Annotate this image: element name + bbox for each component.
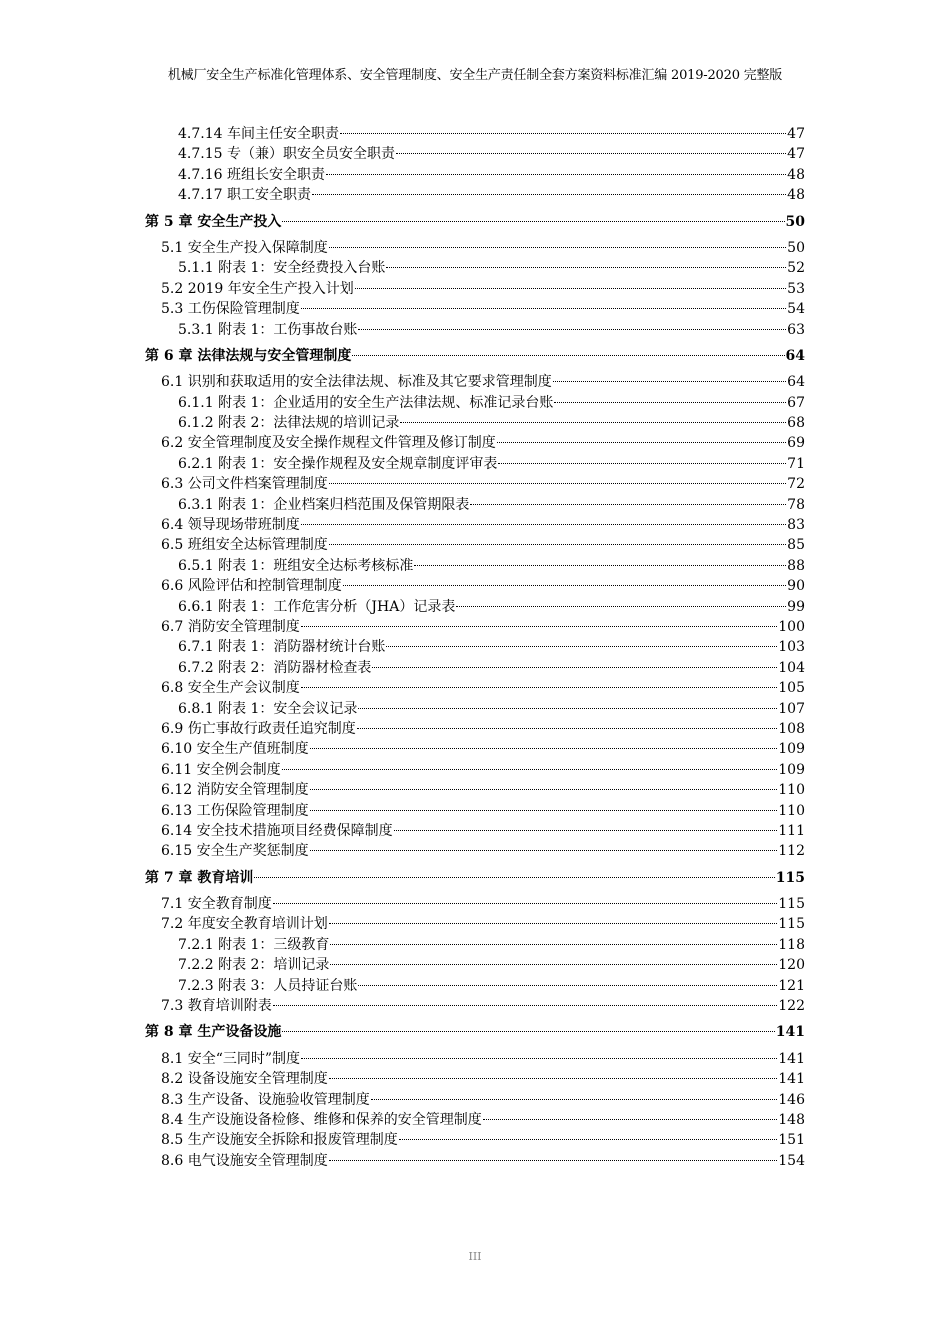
toc-entry-title: 6.6 风险评估和控制管理制度 (161, 578, 342, 595)
toc-entry[interactable] (145, 996, 805, 1016)
toc-entry-title: 4.7.17 职工安全职责 (178, 187, 311, 204)
toc-entry-title: 5.1.1 附表 1：安全经费投入台账 (178, 260, 386, 277)
toc-entry[interactable] (145, 393, 805, 413)
toc-entry[interactable] (145, 1110, 805, 1130)
toc-leader-dots (399, 1139, 778, 1140)
toc-leader-dots (483, 1119, 778, 1120)
toc-entry-title: 6.14 安全技术措施项目经费保障制度 (161, 822, 393, 839)
toc-entry[interactable] (145, 185, 805, 205)
toc-entry-page: 53 (787, 280, 805, 297)
toc-entry-page: 115 (778, 896, 805, 913)
toc-leader-dots (301, 524, 786, 525)
toc-entry-title: 7.2.2 附表 2：培训记录 (178, 957, 330, 974)
toc-leader-dots (329, 1078, 778, 1079)
toc-entry-title: 8.5 生产设施安全拆除和报废管理制度 (161, 1132, 398, 1149)
toc-entry-title: 6.7.2 附表 2：消防器材检查表 (178, 659, 372, 676)
toc-leader-dots (326, 174, 786, 175)
toc-entry[interactable] (145, 124, 805, 144)
toc-entry[interactable] (145, 935, 805, 955)
toc-leader-dots (414, 565, 786, 566)
toc-leader-dots (343, 585, 786, 586)
toc-leader-dots (329, 1160, 778, 1161)
toc-entry-page: 48 (787, 166, 805, 183)
toc-entry-title: 6.2.1 附表 1：安全操作规程及安全规章制度评审表 (178, 455, 498, 472)
toc-entry-page: 52 (787, 260, 805, 277)
toc-entry-page: 47 (787, 146, 805, 163)
toc-entry-page: 50 (787, 239, 805, 256)
toc-leader-dots (358, 985, 777, 986)
toc-leader-dots (497, 442, 786, 443)
toc-entry-page: 64 (787, 374, 805, 391)
toc-entry-page: 151 (778, 1132, 805, 1149)
toc-leader-dots (357, 728, 778, 729)
toc-entry[interactable] (145, 454, 805, 474)
toc-entry-page: 67 (787, 394, 805, 411)
toc-entry[interactable] (145, 279, 805, 299)
toc-entry-title: 第 6 章 法律法规与安全管理制度 (145, 347, 352, 364)
toc-entry-page: 122 (778, 998, 805, 1015)
toc-entry-title: 6.8.1 附表 1：安全会议记录 (178, 700, 358, 717)
toc-entry-title: 6.7.1 附表 1：消防器材统计台账 (178, 639, 386, 656)
toc-leader-dots (301, 308, 786, 309)
toc-entry[interactable] (145, 165, 805, 185)
toc-entry-title: 6.15 安全生产奖惩制度 (161, 843, 309, 860)
toc-leader-dots (394, 830, 778, 831)
toc-leader-dots (553, 381, 786, 382)
toc-entry-title: 7.2.1 附表 1：三级教育 (178, 936, 330, 953)
toc-entry-page: 63 (787, 321, 805, 338)
toc-leader-dots (310, 789, 778, 790)
toc-entry-title: 5.1 安全生产投入保障制度 (161, 239, 328, 256)
toc-entry-page: 108 (778, 720, 805, 737)
toc-leader-dots (372, 667, 777, 668)
toc-leader-dots (554, 402, 786, 403)
toc-entry[interactable] (145, 346, 805, 366)
toc-leader-dots (396, 153, 786, 154)
toc-entry-title: 7.2.3 附表 3：人员持证台账 (178, 977, 358, 994)
toc-entry-page: 105 (778, 680, 805, 697)
toc-entry[interactable] (145, 413, 805, 433)
toc-entry[interactable] (145, 1069, 805, 1089)
toc-leader-dots (470, 504, 786, 505)
toc-entry[interactable] (145, 258, 805, 278)
toc-entry-title: 6.7 消防安全管理制度 (161, 618, 300, 635)
toc-entry-page: 99 (787, 598, 805, 615)
toc-entry-page: 120 (778, 957, 805, 974)
toc-leader-dots (301, 1058, 777, 1059)
toc-leader-dots (301, 687, 778, 688)
toc-leader-dots (456, 606, 786, 607)
toc-entry[interactable] (145, 739, 805, 759)
toc-entry-page: 111 (778, 822, 805, 839)
toc-entry-page: 118 (778, 936, 805, 953)
toc-entry-page: 103 (778, 639, 805, 656)
toc-leader-dots (301, 626, 778, 627)
toc-entry[interactable] (145, 144, 805, 164)
toc-entry-page: 71 (787, 455, 805, 472)
toc-entry-page: 72 (787, 476, 805, 493)
toc-leader-dots (310, 748, 778, 749)
toc-entry[interactable] (145, 1022, 805, 1042)
toc-entry[interactable] (145, 576, 805, 596)
toc-entry-page: 141 (775, 1024, 805, 1041)
toc-leader-dots (282, 769, 778, 770)
toc-entry[interactable] (145, 658, 805, 678)
toc-leader-dots (386, 267, 786, 268)
toc-entry-page: 83 (787, 517, 805, 534)
page-number: III (468, 1250, 482, 1263)
toc-entry-title: 6.13 工伤保险管理制度 (161, 802, 309, 819)
toc-entry-title: 6.5.1 附表 1：班组安全达标考核标准 (178, 557, 414, 574)
toc-entry[interactable] (145, 801, 805, 821)
toc-entry-page: 109 (778, 741, 805, 758)
toc-entry-page: 141 (778, 1050, 805, 1067)
toc-entry-title: 6.1.2 附表 2：法律法规的培训记录 (178, 415, 400, 432)
toc-leader-dots (358, 329, 786, 330)
toc-entry[interactable] (145, 955, 805, 975)
toc-entry[interactable] (145, 535, 805, 555)
toc-leader-dots (329, 247, 786, 248)
toc-entry[interactable] (145, 1049, 805, 1069)
toc-entry[interactable] (145, 433, 805, 453)
toc-entry-page: 78 (787, 496, 805, 513)
toc-entry-title: 7.1 安全教育制度 (161, 896, 272, 913)
toc-entry-title: 4.7.16 班组长安全职责 (178, 166, 325, 183)
toc-leader-dots (358, 708, 777, 709)
toc-entry[interactable] (145, 637, 805, 657)
toc-leader-dots (386, 646, 777, 647)
toc-leader-dots (254, 877, 774, 878)
toc-entry-title: 6.10 安全生产值班制度 (161, 741, 309, 758)
toc-entry-page: 110 (778, 802, 805, 819)
toc-entry[interactable] (145, 320, 805, 340)
toc-entry-title: 6.3 公司文件档案管理制度 (161, 476, 328, 493)
toc-entry-title: 7.3 教育培训附表 (161, 998, 272, 1015)
toc-entry-title: 8.4 生产设施设备检修、维修和保养的安全管理制度 (161, 1111, 482, 1128)
toc-entry-title: 第 7 章 教育培训 (145, 869, 254, 886)
toc-entry-title: 5.3.1 附表 1：工伤事故台账 (178, 321, 358, 338)
toc-entry-title: 6.12 消防安全管理制度 (161, 782, 309, 799)
toc-entry-title: 4.7.15 专（兼）职安全员安全职责 (178, 146, 395, 163)
toc-entry-page: 50 (785, 213, 805, 230)
toc-entry[interactable] (145, 495, 805, 515)
toc-entry-page: 110 (778, 782, 805, 799)
toc-entry-page: 90 (787, 578, 805, 595)
toc-entry[interactable] (145, 474, 805, 494)
toc-entry[interactable] (145, 372, 805, 392)
toc-entry[interactable] (145, 894, 805, 914)
toc-entry-page: 54 (787, 301, 805, 318)
toc-entry[interactable] (145, 914, 805, 934)
toc-entry-page: 154 (778, 1152, 805, 1169)
toc-entry-title: 6.6.1 附表 1：工作危害分析（JHA）记录表 (178, 598, 456, 615)
toc-entry[interactable] (145, 821, 805, 841)
toc-entry[interactable] (145, 299, 805, 319)
toc-entry-title: 5.3 工伤保险管理制度 (161, 301, 300, 318)
toc-entry-title: 6.1 识别和获取适用的安全法律法规、标准及其它要求管理制度 (161, 374, 552, 391)
toc-leader-dots (352, 355, 784, 356)
toc-entry[interactable] (145, 515, 805, 535)
toc-entry-page: 121 (778, 977, 805, 994)
table-of-contents (145, 124, 805, 1171)
toc-entry-page: 115 (775, 869, 805, 886)
toc-leader-dots (330, 964, 777, 965)
toc-leader-dots (282, 221, 784, 222)
toc-leader-dots (400, 422, 786, 423)
toc-entry[interactable] (145, 212, 805, 232)
toc-entry-title: 6.4 领导现场带班制度 (161, 517, 300, 534)
toc-leader-dots (282, 1031, 774, 1032)
toc-entry-page: 68 (787, 415, 805, 432)
toc-leader-dots (273, 1005, 778, 1006)
toc-entry-page: 85 (787, 537, 805, 554)
toc-entry-title: 第 8 章 生产设备设施 (145, 1024, 282, 1041)
toc-entry-title: 6.5 班组安全达标管理制度 (161, 537, 328, 554)
toc-entry-page: 100 (778, 618, 805, 635)
toc-entry-title: 6.2 安全管理制度及安全操作规程文件管理及修订制度 (161, 435, 496, 452)
toc-entry[interactable] (145, 699, 805, 719)
toc-entry-page: 146 (778, 1091, 805, 1108)
toc-entry[interactable] (145, 719, 805, 739)
toc-leader-dots (273, 903, 778, 904)
toc-entry[interactable] (145, 597, 805, 617)
toc-leader-dots (330, 944, 777, 945)
toc-leader-dots (340, 133, 786, 134)
toc-entry-page: 112 (778, 843, 805, 860)
toc-leader-dots (312, 194, 786, 195)
toc-entry-title: 第 5 章 安全生产投入 (145, 213, 282, 230)
toc-entry[interactable] (145, 868, 805, 888)
toc-entry-page: 104 (778, 659, 805, 676)
page-header: 机械厂安全生产标准化管理体系、安全管理制度、安全生产责任制全套方案资料标准汇编 2019-2020 完整版 (167, 68, 783, 83)
toc-entry-title: 6.3.1 附表 1：企业档案归档范围及保管期限表 (178, 496, 470, 513)
toc-entry[interactable] (145, 841, 805, 861)
toc-entry-title: 4.7.14 车间主任安全职责 (178, 126, 339, 142)
toc-entry-title: 7.2 年度安全教育培训计划 (161, 916, 328, 933)
toc-entry-page: 115 (778, 916, 805, 933)
toc-entry-title: 8.1 安全“三同时”制度 (161, 1050, 301, 1067)
toc-entry-title: 8.6 电气设施安全管理制度 (161, 1152, 328, 1169)
toc-entry[interactable] (145, 760, 805, 780)
toc-entry-page: 148 (778, 1111, 805, 1128)
toc-entry-page: 107 (778, 700, 805, 717)
toc-entry-page: 109 (778, 761, 805, 778)
toc-entry[interactable] (145, 678, 805, 698)
toc-entry[interactable] (145, 780, 805, 800)
toc-entry[interactable] (145, 556, 805, 576)
toc-entry[interactable] (145, 238, 805, 258)
toc-entry-title: 8.2 设备设施安全管理制度 (161, 1071, 328, 1088)
toc-leader-dots (329, 544, 786, 545)
toc-entry-title: 6.1.1 附表 1：企业适用的安全生产法律法规、标准记录台账 (178, 394, 554, 411)
toc-entry-title: 8.3 生产设备、设施验收管理制度 (161, 1091, 370, 1108)
toc-leader-dots (310, 810, 778, 811)
toc-leader-dots (310, 850, 778, 851)
toc-entry-title: 6.11 安全例会制度 (161, 761, 281, 778)
toc-entry-page: 64 (785, 347, 805, 364)
toc-entry[interactable] (145, 1151, 805, 1171)
toc-entry-page: 88 (787, 557, 805, 574)
toc-entry-page: 47 (787, 126, 805, 142)
toc-leader-dots (355, 288, 786, 289)
toc-entry[interactable] (145, 617, 805, 637)
toc-leader-dots (498, 463, 786, 464)
toc-entry-page: 48 (787, 187, 805, 204)
toc-leader-dots (371, 1099, 778, 1100)
toc-entry-title: 5.2 2019 年安全生产投入计划 (161, 280, 354, 297)
toc-entry-title: 6.9 伤亡事故行政责任追究制度 (161, 720, 356, 737)
toc-entry[interactable] (145, 1130, 805, 1150)
toc-entry-page: 69 (787, 435, 805, 452)
toc-entry[interactable] (145, 1090, 805, 1110)
toc-entry-title: 6.8 安全生产会议制度 (161, 680, 300, 697)
toc-leader-dots (329, 923, 778, 924)
toc-entry-page: 141 (778, 1071, 805, 1088)
toc-leader-dots (329, 483, 786, 484)
toc-entry[interactable] (145, 976, 805, 996)
